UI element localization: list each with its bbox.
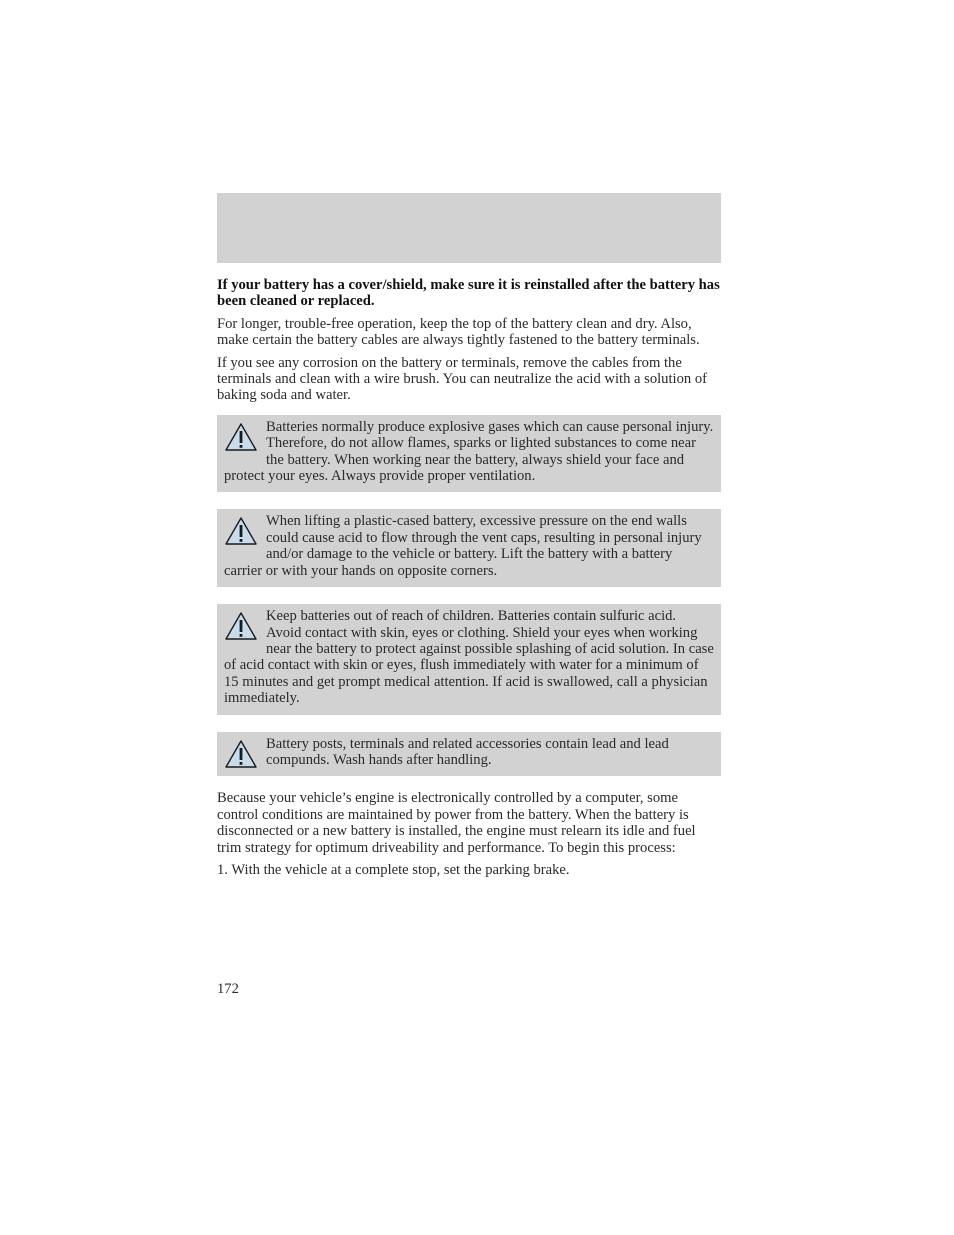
warning-text: Keep batteries out of reach of children. Batteries contain sulfuric acid. Avoid contact with skin, eyes or clothing. Shield your eyes when working near the battery to protect against possible splashing of acid solution. In case of acid contact with skin or eyes, flush immediately with water for a minimum of 15 minutes and get prompt medical attention. If acid is swallowed, call a physician immediately. — [224, 608, 714, 707]
warning-triangle-icon — [224, 422, 258, 452]
warning-text: When lifting a plastic-cased battery, excessive pressure on the end walls could cause acid to flow through the vent caps, resulting in personal injury and/or damage to the vehicle or battery. Lift the battery with a battery carrier or with your hands on opposite corners. — [224, 513, 702, 579]
warning-text: Battery posts, terminals and related accessories contain lead and lead compunds. Wash hands after handling. — [266, 735, 669, 768]
warning-triangle-icon — [224, 516, 258, 546]
header-band — [217, 193, 721, 263]
warning-box-lead — [217, 732, 721, 777]
paragraph-corrosion: If you see any corrosion on the battery or terminals, remove the cables from the terminals and clean with a wire brush. You can neutralize the acid with a solution of baking soda and water. — [217, 354, 707, 404]
page-content — [217, 277, 721, 884]
warning-triangle-icon — [224, 611, 258, 641]
warning-text: Batteries normally produce explosive gases which can cause personal injury. Therefore, do not allow flames, sparks or lighted substances to come near the battery. When working near the battery, always shield your face and protect your eyes. Always provide proper ventilation. — [224, 418, 714, 485]
step-1-parking-brake: 1. With the vehicle at a complete stop, set the parking brake. — [217, 861, 570, 878]
warning-triangle-icon — [224, 739, 258, 769]
page-number: 172 — [217, 981, 239, 997]
warning-box-children-acid — [217, 604, 721, 714]
warning-box-explosive-gases — [217, 415, 721, 493]
paragraph-relearn: Because your vehicle’s engine is electronically controlled by a computer, some control conditions are maintained by power from the battery. When the battery is disconnected or a new battery is installed, the engine must relearn its idle and fuel trim strategy for optimum driveability and performance. To begin this process: — [217, 790, 696, 856]
warning-box-lifting — [217, 509, 721, 587]
cover-shield-notice: If your battery has a cover/shield, make sure it is reinstalled after the battery has been cleaned or replaced. — [217, 277, 720, 310]
paragraph-battery-clean: For longer, trouble-free operation, keep the top of the battery clean and dry. Also, make certain the battery cables are always tightly fastened to the battery terminals. — [217, 315, 700, 349]
